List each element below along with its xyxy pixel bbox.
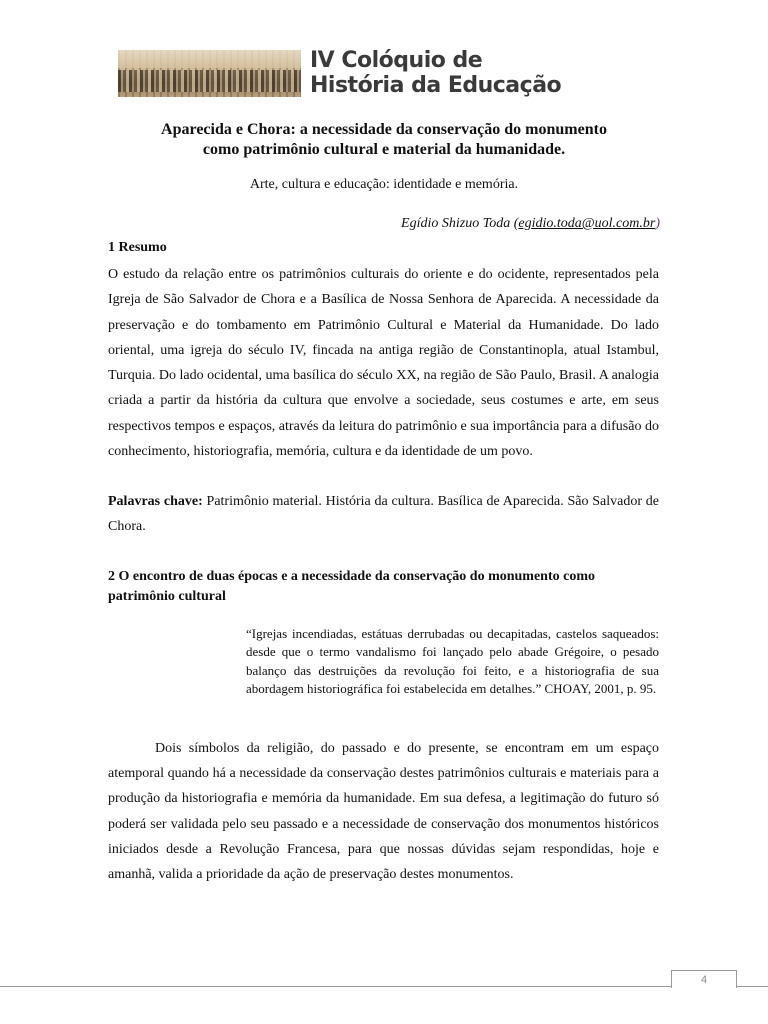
footer-divider [0,986,768,987]
keywords-text: Patrimônio material. História da cultura. Basílica de Aparecida. São Salvador de Chora. [108,494,660,534]
author-name: Egídio Shizuo Toda [401,216,511,231]
keywords-paragraph [108,489,659,539]
conference-logo-text [310,48,580,98]
paper-subtitle: Arte, cultura e educação: identidade e memória. [249,177,519,192]
title-line-2: como patrimônio cultural e material da humanidade. [202,141,566,158]
title-line-1: Aparecida e Chora: a necessidade da conservação do monumento [161,121,607,138]
section-2-paragraph: Dois símbolos da religião, do passado e do presente, se encontram em um espaço atemporal quando há a necessidade da conservação destes patrimônios culturais e materiais para a produção da historiografia e memória da humanidade. Em sua defesa, a legitimação do futuro só poderá ser validada pelo seu passado e a necessidade de conservação dos monumentos históricos iniciados desde a Revolução Francesa, para que nossas dúvidas sejam respondidas, hoje e amanhã, valida a prioridade da ação de preservação destes monumentos. [108,741,659,883]
paper-title [108,120,660,160]
block-quote: “Igrejas incendiadas, estátuas derrubadas ou decapitadas, castelos saqueados: desde que o termo vandalismo foi lançado pelo abade Grégoire, o pesado balanço das destruições da revolução foi feito, e a historiografia de sua abordagem historiográfica foi estabelecida em detalhes.” CHOAY, 2001, p. 95. [246,626,659,696]
author-email-link[interactable]: egidio.toda@uol.com.br [518,216,656,231]
header-photo [118,50,301,97]
abstract-paragraph: O estudo da relação entre os patrimônios culturais do oriente e do ocidente, representados pela Igreja de São Salvador de Chora e a Basílica de Nossa Senhora de Aparecida. A necessidade da preservação e do tombamento em Patrimônio Cultural e Material da Humanidade. Do lado oriental, uma igreja do século IV, fincada na antiga região de Constantinopla, atual Istambul, Turquia. Do lado ocidental, uma basílica do século XX, na região de São Paulo, Brasil. A analogia criada a partir da história da cultura que envolve a sociedade, seus costumes e arte, em seus respectivos tempos e espaços, através da leitura do patrimônio e sua importância para a difusão do conhecimento, historiografia, memória, cultura e da identidade de um povo. [108,267,659,460]
section-1-heading: 1 Resumo [108,240,167,255]
logo-line-1: IV Colóquio de [310,48,483,73]
logo-line-2: História da Educação [310,73,562,98]
conference-header [118,48,578,100]
keywords-label: Palavras chave: [108,494,203,509]
author-line: Egídio Shizuo Toda (egidio.toda@uol.com.br) [401,216,660,231]
section-2-heading: 2 O encontro de duas épocas e a necessidade da conservação do monumento como patrimônio cultural [108,569,596,604]
page-number: 4 [671,970,737,988]
